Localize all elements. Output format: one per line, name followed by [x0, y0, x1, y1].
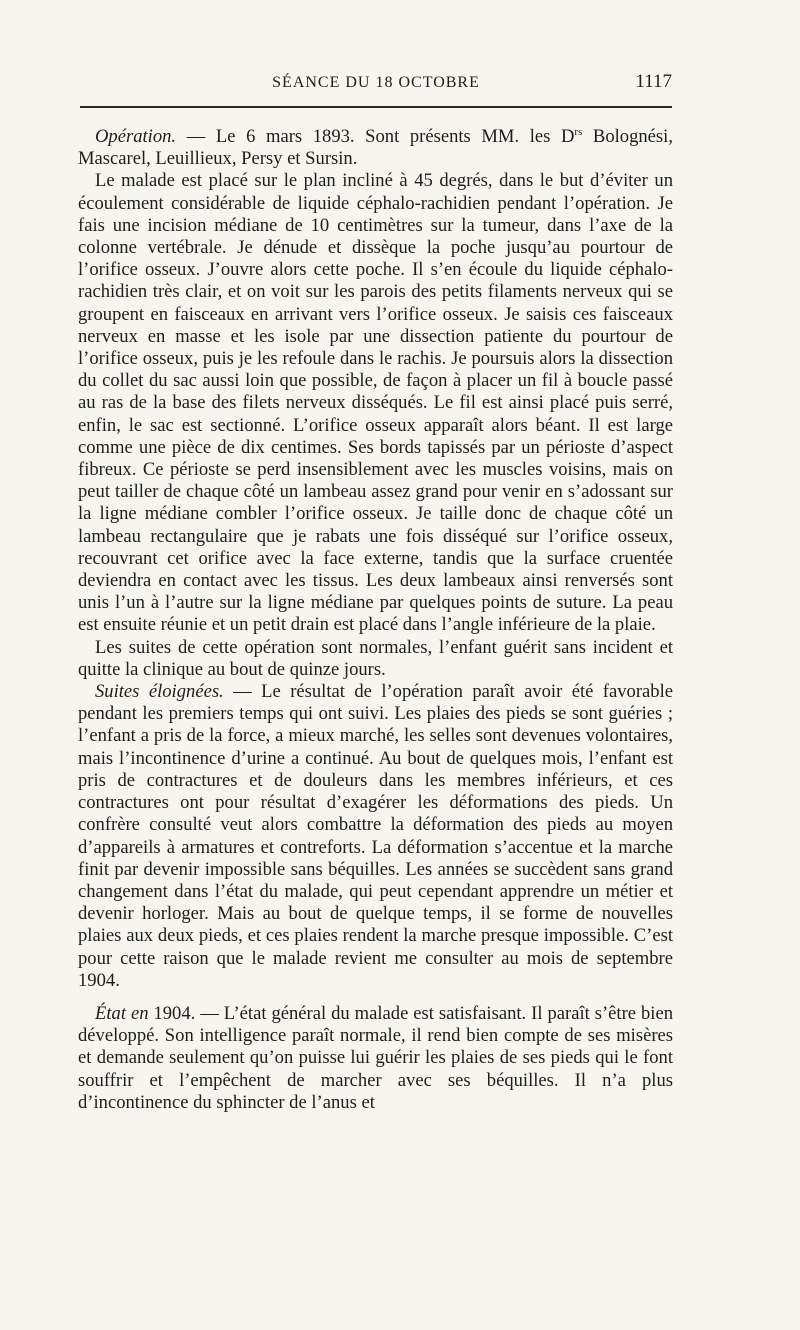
paragraph-suites-eloignees [78, 681, 673, 992]
paragraph-text: Bolognési, Mascarel, Leuillieux, Persy et Sursin. [78, 126, 673, 170]
body-text [78, 126, 673, 1114]
page-number: 1117 [635, 71, 672, 92]
paragraph-text: — Le 6 mars 1893. Sont présents MM. les D [176, 126, 575, 147]
running-header [80, 70, 672, 98]
paragraph-lead: Opération. [95, 126, 177, 147]
paragraph-text: 1904. — L’état général du malade est satisfaisant. Il paraît s’être bien développé. Son intelligence paraît normale, il rend bien compte de ses misères et demande seulement qu’on puisse lui guérir les plaies de ses pieds qui le font souffrir et l’empêchent de marcher avec ses béquilles. Il n’a plus d’incontinence du sphincter de l’anus et [78, 1002, 673, 1113]
paragraph-text: Les suites de cette opération sont normales, l’enfant guérit sans incident et quitte la clinique au bout de quinze jours. [78, 636, 673, 680]
paragraph-text: — Le résultat de l’opération paraît avoir été favorable pendant les premiers temps qui ont suivi. Les plaies des pieds se sont guéries ; l’enfant a pris de la force, a mieux marché, les selles sont devenues volontaires, mais l’incontinence d’urine a continué. Au bout de quelques mois, l’enfant est pris de contractures et de douleurs dans les membres inférieurs, et ces contractures ont pour résultat d’exagérer les déformations des pieds. Un confrère consulté veut alors combattre la déformation des pieds au moyen d’appareils à armatures et contreforts. La déformation s’accentue et la marche finit par devenir impossible sans béquilles. Les années se succèdent sans grand changement dans l’état du malade, qui peut cependant apprendre un métier et devenir horloger. Mais au bout de quelque temps, il se forme de nouvelles plaies aux deux pieds, et ces plaies rendent la marche presque impossible. C’est pour cette raison que le malade revient me consulter au mois de septembre 1904. [78, 681, 674, 991]
paragraph-suites [78, 637, 673, 681]
paragraph-lead: Suites éloignées. [95, 681, 224, 703]
running-title: SÉANCE DU 18 OCTOBRE [272, 74, 480, 91]
paragraph-text: Le malade est placé sur le plan incliné à 45 degrés, dans le but d’éviter un écoulement considérable de liquide céphalo-rachidien pendant l’opération. Je fais une incision médiane de 10 centimètres sur la tumeur, dans l’axe de la colonne vertébrale. Je dénude et dissèque la poche jusqu’au pourtour de l’orifice osseux. J’ouvre alors cette poche. Il s’en écoule du liquide céphalo-rachidien très clair, et on voit sur les parois des petits filaments nerveux qui se groupent en faisceaux en arrivant vers l’orifice osseux. Je saisis ces faisceaux nerveux en masse et les isole par une dissection patiente du pourtour de l’orifice osseux, puis je les refoule dans le rachis. Je poursuis alors la dissection du collet du sac aussi loin que possible, de façon à placer un fil à boucle passé au ras de la base des filets nerveux disséqués. Le fil est ainsi placé puis serré, enfin, le sac est sectionné. L’orifice osseux apparaît alors béant. Il est large comme une pièce de dix centimes. Ses bords tapissés par un périoste d’aspect fibreux. Ce périoste se perd insensiblement avec les muscles voisins, mais on peut tailler de chaque côté un lambeau assez grand pour venir en s’adossant sur la ligne médiane combler l’orifice osseux. Je taille donc de chaque côté un lambeau rectangulaire que je rabats une fois disséqué sur l’orifice osseux, recouvrant cet orifice avec la face externe, tandis que la surface cruentée deviendra en contact avec les tissus. Les deux lambeaux ainsi renversés sont unis l’un à l’autre sur la ligne médiane par quelques points de suture. La peau est ensuite réunie et un petit drain est placé dans l’angle inférieure de la plaie. [78, 170, 673, 636]
paragraph-procedure [78, 170, 673, 636]
paragraph-etat [78, 1003, 673, 1114]
paragraph-operation [78, 126, 673, 170]
header-rule [80, 106, 672, 108]
paragraph-lead: État en [95, 1002, 149, 1024]
superscript: rs [574, 125, 583, 138]
